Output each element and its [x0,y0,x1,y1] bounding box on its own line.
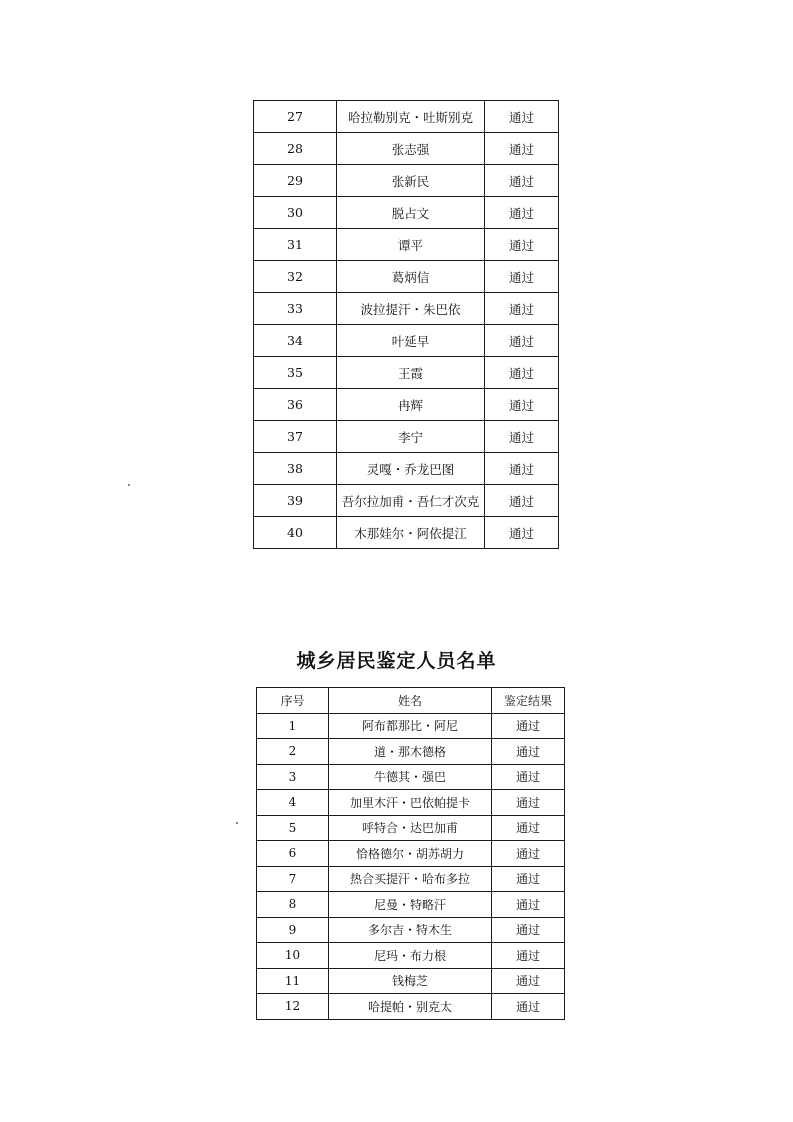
row-name: 葛炳信 [337,261,485,293]
row-number: 39 [254,485,337,517]
row-number: 2 [257,739,329,765]
row-number: 8 [257,892,329,918]
row-number: 5 [257,815,329,841]
table-row [254,421,559,453]
row-name: 钱梅芝 [329,968,492,994]
row-number: 12 [257,994,329,1020]
roster-table-continued-body [254,101,559,549]
row-result: 通过 [492,790,565,816]
table-header-row [257,688,565,714]
table-row [257,994,565,1020]
row-name: 吾尔拉加甫・吾仁才次克 [337,485,485,517]
row-name: 冉辉 [337,389,485,421]
row-number: 28 [254,133,337,165]
row-result: 通过 [485,453,559,485]
row-number: 9 [257,917,329,943]
table-row [257,841,565,867]
row-result: 通过 [485,485,559,517]
row-name: 尼玛・布力根 [329,943,492,969]
row-name: 王霞 [337,357,485,389]
table-row [257,790,565,816]
row-result: 通过 [492,815,565,841]
row-name: 哈拉勒别克・吐斯别克 [337,101,485,133]
table-row [254,261,559,293]
table-row [254,101,559,133]
row-name: 呼特合・达巴加甫 [329,815,492,841]
row-result: 通过 [485,517,559,549]
row-result: 通过 [485,389,559,421]
scan-speck [236,822,238,824]
row-result: 通过 [492,943,565,969]
table-row [254,485,559,517]
row-number: 6 [257,841,329,867]
row-result: 通过 [485,101,559,133]
row-name: 恰格德尔・胡苏胡力 [329,841,492,867]
header-result: 鉴定结果 [492,688,565,714]
row-name: 李宁 [337,421,485,453]
row-name: 灵嘎・乔龙巴图 [337,453,485,485]
roster-table [256,687,565,1020]
table-row [254,197,559,229]
row-result: 通过 [492,968,565,994]
row-number: 27 [254,101,337,133]
row-number: 1 [257,713,329,739]
table-row [257,943,565,969]
row-number: 11 [257,968,329,994]
table-row [254,165,559,197]
row-result: 通过 [492,892,565,918]
table-row [254,133,559,165]
table-row [257,917,565,943]
row-name: 哈提帕・别克太 [329,994,492,1020]
table-row [254,453,559,485]
row-result: 通过 [485,325,559,357]
row-name: 多尔吉・特木生 [329,917,492,943]
row-result: 通过 [492,917,565,943]
header-name: 姓名 [329,688,492,714]
row-name: 脱占文 [337,197,485,229]
row-name: 木那娃尔・阿依提江 [337,517,485,549]
row-name: 张志强 [337,133,485,165]
row-result: 通过 [485,421,559,453]
row-number: 10 [257,943,329,969]
row-result: 通过 [492,866,565,892]
row-result: 通过 [485,293,559,325]
roster-table-header [257,688,565,714]
row-result: 通过 [492,841,565,867]
row-name: 加里木汗・巴依帕提卡 [329,790,492,816]
table-row [257,866,565,892]
row-number: 38 [254,453,337,485]
row-result: 通过 [485,261,559,293]
row-number: 35 [254,357,337,389]
row-number: 31 [254,229,337,261]
header-number: 序号 [257,688,329,714]
row-result: 通过 [492,713,565,739]
row-name: 道・那木德格 [329,739,492,765]
table-row [257,968,565,994]
row-name: 尼曼・特略汗 [329,892,492,918]
row-number: 7 [257,866,329,892]
section-title: 城乡居民鉴定人员名单 [296,650,497,672]
table-row [254,389,559,421]
row-number: 36 [254,389,337,421]
row-number: 33 [254,293,337,325]
roster-table-body [257,713,565,1019]
row-result: 通过 [485,133,559,165]
row-number: 3 [257,764,329,790]
row-name: 波拉提汗・朱巴依 [337,293,485,325]
row-name: 阿布都那比・阿尼 [329,713,492,739]
row-result: 通过 [485,357,559,389]
row-name: 叶延早 [337,325,485,357]
table-row [257,815,565,841]
row-result: 通过 [492,739,565,765]
row-number: 32 [254,261,337,293]
table-row [254,357,559,389]
row-number: 37 [254,421,337,453]
table-row [257,739,565,765]
row-name: 牛德其・强巴 [329,764,492,790]
row-number: 30 [254,197,337,229]
row-number: 4 [257,790,329,816]
row-result: 通过 [485,165,559,197]
roster-table-continued [253,100,559,549]
table-row [257,764,565,790]
table-row [254,517,559,549]
row-result: 通过 [485,197,559,229]
row-name: 谭平 [337,229,485,261]
row-number: 40 [254,517,337,549]
row-result: 通过 [485,229,559,261]
row-name: 张新民 [337,165,485,197]
row-result: 通过 [492,764,565,790]
row-number: 34 [254,325,337,357]
table-row [254,293,559,325]
table-row [254,229,559,261]
table-row [254,325,559,357]
table-row [257,713,565,739]
row-result: 通过 [492,994,565,1020]
row-name: 热合买提汗・哈布多拉 [329,866,492,892]
row-number: 29 [254,165,337,197]
table-row [257,892,565,918]
scan-speck [128,484,130,486]
